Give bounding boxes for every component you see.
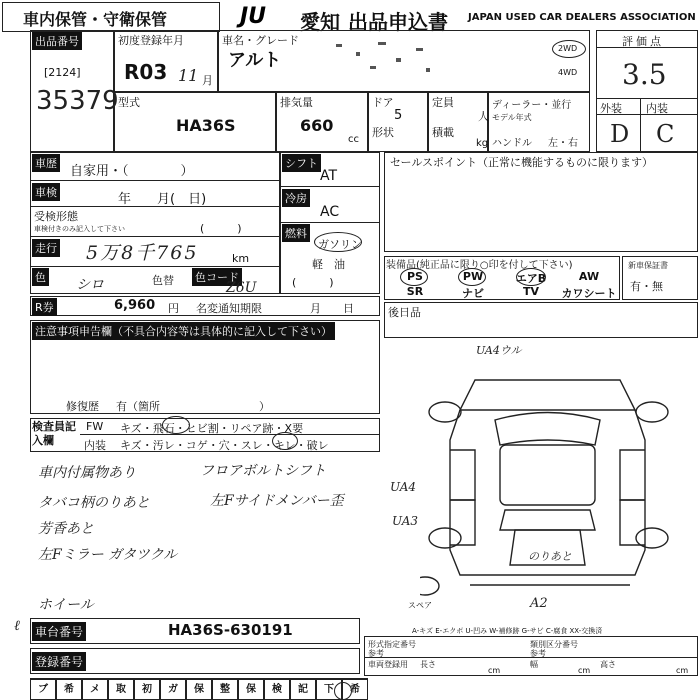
- fw-label: FW: [86, 420, 104, 433]
- note-bottom: A2: [530, 596, 548, 611]
- equip-pw: PW: [462, 270, 484, 283]
- wheel-fr: [636, 402, 668, 422]
- equipment-grid: [386, 270, 618, 300]
- color-change-label: 色替: [152, 274, 174, 287]
- footer-cell: 保: [238, 678, 264, 700]
- mileage-label: 走行: [32, 239, 60, 257]
- equipment-label: 装備品(純正品に限り○印を付して下さい): [386, 260, 573, 271]
- capacity-unit: kg: [476, 138, 489, 149]
- spec-wide: 幅: [530, 660, 538, 669]
- note-left1: UA4: [390, 480, 417, 494]
- spec-ref2: 参考: [530, 649, 546, 658]
- disp-label: 排気量: [280, 96, 313, 109]
- ju-logo: JU: [240, 4, 267, 29]
- equip-leather: カワシート: [561, 287, 617, 300]
- rear-window-outline: [500, 510, 595, 530]
- remark-line2: フロアボルトシフト: [200, 463, 326, 479]
- storage-note-box: [2, 2, 220, 32]
- brand-name: 愛知: [300, 10, 340, 34]
- score-label: 評価点: [622, 35, 664, 48]
- reg-month-unit: 月: [202, 74, 213, 87]
- notice-value: 月 日: [310, 302, 354, 315]
- footer-cell: 保: [186, 678, 212, 700]
- capacity-label: 積載: [432, 126, 454, 139]
- postfit-box: [384, 302, 698, 338]
- color-label: 色: [32, 268, 49, 286]
- left-door-rear: [450, 500, 475, 545]
- color-code-value: Z6U: [226, 280, 257, 296]
- seats-unit: 人: [478, 110, 489, 123]
- inspector-label: 検査員記入欄: [32, 420, 76, 447]
- fuel-diesel: 軽 油: [312, 258, 345, 271]
- footer-cell: 検: [264, 678, 290, 700]
- model-name: アルト: [228, 50, 282, 71]
- ink-splotch: [326, 38, 436, 78]
- mileage-unit: km: [232, 252, 250, 265]
- footer-cell: 希: [342, 678, 368, 700]
- score-value: 3.5: [622, 58, 667, 91]
- spec-high: 高さ: [600, 660, 616, 669]
- damage-legend: A-キズ E-エクボ U-凹み W-補修跡 G-サビ C-腐食 XX-交換済: [412, 627, 603, 635]
- fw-codes: キズ・飛石・ヒビ割・リペア跡・X要: [120, 422, 304, 435]
- color-code-label: 色コード: [192, 268, 242, 286]
- repair-value: 有（箇所 ）: [116, 400, 270, 413]
- wheel-rl: [429, 528, 461, 548]
- doors-value: 5: [394, 108, 403, 123]
- shift-value: AT: [320, 168, 338, 184]
- warranty-label: 新車保証書: [628, 261, 668, 270]
- ext-label: 外装: [600, 102, 622, 115]
- spare-label: スペア: [408, 601, 432, 610]
- equip-airbag: エアB: [515, 272, 547, 285]
- spec-cm3: cm: [676, 666, 689, 675]
- footer-cell: 整: [212, 678, 238, 700]
- repair-label: 修復歴: [66, 400, 99, 413]
- equip-tv: TV: [522, 285, 540, 298]
- shift-label: シフト: [282, 154, 321, 172]
- spare-wheel: [420, 577, 439, 595]
- remark-line5: 芳香あと: [38, 521, 94, 537]
- fuel-label: 燃料: [282, 224, 310, 242]
- model-label: 車名・グレード: [222, 34, 299, 47]
- equip-sr: SR: [406, 285, 424, 298]
- note-trunk: のりあと: [528, 550, 572, 563]
- note-left2: UA3: [392, 514, 419, 528]
- right-door-front: [620, 450, 645, 500]
- association-name: JAPAN USED CAR DEALERS ASSOCIATION: [468, 12, 696, 23]
- inside-codes: キズ・汚レ・コゲ・穴・スレ・キレ・破レ: [120, 439, 329, 452]
- spec-cm1: cm: [488, 666, 501, 675]
- seats-label: 定員: [432, 96, 454, 109]
- spec-ref: 参考: [368, 649, 384, 658]
- equip-navi: ナビ: [462, 287, 484, 300]
- doors-label: ドア: [372, 96, 394, 109]
- int-value: C: [656, 120, 675, 148]
- drive-2wd: 2WD: [558, 44, 578, 53]
- wheel-fl: [429, 402, 461, 422]
- lot-number: 35379: [36, 86, 119, 116]
- equip-aw: AW: [578, 270, 600, 283]
- inside-mark-circle: [272, 432, 298, 450]
- footer-cell: ブ: [30, 678, 56, 700]
- footer-cells: [30, 678, 370, 700]
- form-title: 出品申込書: [348, 10, 448, 34]
- spec-type-label: 形式指定番号: [368, 640, 416, 649]
- fuel-gas: ガソリン: [318, 238, 362, 251]
- remark-line6: 左Fミラー ガタツクル: [38, 547, 178, 563]
- plate-label: 登録番号: [32, 652, 86, 671]
- lot-label: 出品番号: [32, 32, 82, 50]
- history-label: 車歴: [32, 154, 60, 172]
- equipment-row2: [386, 285, 618, 301]
- dealer-label: ディーラー・並行: [492, 100, 572, 111]
- footer-cell: 下: [316, 678, 342, 700]
- mileage-value: 5万8千765: [86, 242, 199, 264]
- footer-cell: 取: [108, 678, 134, 700]
- int-label: 内装: [646, 102, 668, 115]
- selling-points-label: セールスポイント（正常に機能するものに限ります）: [390, 156, 654, 169]
- storage-note: 車内保管・守衛保管: [23, 10, 168, 29]
- notice-label: 名変通知期限: [196, 302, 262, 315]
- inspection-label: 車検: [32, 183, 60, 201]
- footer-cell: 希: [56, 678, 82, 700]
- inside-label: 内装: [84, 439, 106, 452]
- handle-label: ハンドル: [492, 138, 532, 149]
- chassis-value: HA36S-630191: [168, 621, 293, 639]
- remark-line1: 車内付属物あり: [38, 465, 136, 481]
- stray-mark: ℓ: [14, 618, 20, 634]
- footer-cell: 初: [134, 678, 160, 700]
- accept-sub: 車検付きのみ記入して下さい: [34, 225, 125, 233]
- equip-ps: PS: [407, 270, 423, 283]
- car-diagram: [420, 360, 680, 600]
- type-value: HA36S: [176, 116, 236, 135]
- disp-unit: cc: [348, 134, 359, 145]
- fw-mark-circle: [162, 416, 190, 434]
- warranty-value: 有・無: [630, 280, 663, 293]
- footer-cell: 記: [290, 678, 316, 700]
- ext-value: D: [610, 120, 630, 148]
- shape-label: 形状: [372, 126, 394, 139]
- chassis-label: 車台番号: [32, 622, 86, 641]
- spec-cm2: cm: [578, 666, 591, 675]
- recycle-unit: 円: [168, 302, 179, 315]
- reg-year: R03: [124, 60, 168, 84]
- recycle-value: 6,960: [114, 298, 156, 313]
- spec-class-label: 類別区分番号: [530, 640, 578, 649]
- remark-line3: タバコ柄のりあと: [38, 495, 150, 511]
- spec-long: 長さ: [420, 660, 436, 669]
- color-value: シロ: [76, 277, 104, 293]
- postfit-label: 後日品: [388, 306, 421, 319]
- spec-reg-label: 車両登録用: [368, 660, 408, 669]
- wheel-rr: [636, 528, 668, 548]
- history-value: 自家用・（ ）: [70, 164, 194, 179]
- roof-outline: [500, 445, 595, 505]
- reg-label: 初度登録年月: [118, 34, 184, 47]
- handle-opts: 左・右: [548, 138, 578, 149]
- model-year-label: モデル年式: [492, 113, 532, 122]
- disp-value: 660: [300, 116, 334, 135]
- cooling-label: 冷房: [282, 189, 310, 207]
- left-door-front: [450, 450, 475, 500]
- lot-sub: [2124]: [44, 66, 81, 79]
- right-door-rear: [620, 500, 645, 545]
- windshield-outline: [495, 413, 600, 446]
- type-label: 型式: [118, 96, 140, 109]
- accept-paren: ( ): [200, 222, 242, 235]
- footer-seal: [334, 682, 352, 700]
- drive-4wd: 4WD: [558, 68, 578, 77]
- note-top: UA4ウル: [476, 344, 522, 357]
- footer-cell: メ: [82, 678, 108, 700]
- recycle-label: R券: [32, 298, 57, 316]
- notes-label: 注意事項申告欄（不具合内容等は具体的に記入して下さい）: [32, 322, 335, 340]
- accept-label: 受検形態: [34, 210, 78, 223]
- remark-line7: ホイール: [38, 597, 94, 613]
- fuel-paren: ( ): [292, 276, 334, 289]
- inspection-value: 年 月( 日): [118, 192, 207, 207]
- reg-month: 11: [178, 66, 199, 85]
- cooling-value: AC: [320, 204, 340, 220]
- remark-line4: 左Fサイドメンバー歪: [210, 493, 344, 509]
- hood-outline: [460, 380, 635, 410]
- footer-cell: ガ: [160, 678, 186, 700]
